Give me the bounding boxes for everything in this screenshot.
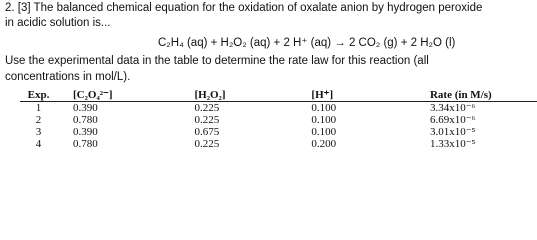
chemical-equation: C₂H₄ (aq) + H₂O₂ (aq) + 2 H⁺ (aq) → 2 CO₂ (g) + 2 H₂O (l) bbox=[158, 37, 456, 49]
header-h2o2: [H₂O₂] bbox=[194, 89, 226, 101]
data-table bbox=[20, 89, 537, 150]
cell-oxalate: 0.390 bbox=[72, 126, 98, 138]
cell-h2o2: 0.675 bbox=[194, 126, 220, 138]
question-line-2: in acidic solution is... bbox=[5, 17, 111, 29]
table-row bbox=[20, 114, 537, 126]
cell-oxalate: 0.390 bbox=[72, 102, 98, 114]
table-row bbox=[20, 102, 537, 115]
cell-exp: 3 bbox=[35, 126, 42, 138]
cell-h: 0.100 bbox=[311, 126, 337, 138]
cell-h2o2: 0.225 bbox=[194, 114, 220, 126]
cell-rate: 6.69x10⁻⁶ bbox=[429, 114, 476, 126]
cell-exp: 4 bbox=[35, 138, 42, 150]
cell-h: 0.100 bbox=[311, 102, 337, 114]
cell-oxalate: 0.780 bbox=[72, 114, 98, 126]
cell-oxalate: 0.780 bbox=[72, 138, 98, 150]
instruction-line-1: Use the experimental data in the table to determine the rate law for this reaction (all bbox=[5, 55, 429, 67]
header-h: [H⁺] bbox=[311, 89, 334, 101]
question-line-1: 2. [3] The balanced chemical equation for the oxidation of oxalate anion by hydrogen peroxide bbox=[5, 2, 483, 14]
instruction-line-2: concentrations in mol/L). bbox=[5, 71, 131, 83]
table-row bbox=[20, 126, 537, 138]
cell-exp: 2 bbox=[35, 114, 42, 126]
cell-h: 0.100 bbox=[311, 114, 337, 126]
header-rate: Rate (in M/s) bbox=[429, 89, 492, 101]
cell-exp: 1 bbox=[35, 102, 42, 114]
cell-h2o2: 0.225 bbox=[194, 102, 220, 114]
cell-h2o2: 0.225 bbox=[194, 138, 220, 150]
table-header-row bbox=[20, 89, 537, 102]
cell-h: 0.200 bbox=[311, 138, 337, 150]
cell-rate: 3.34x10⁻⁶ bbox=[429, 102, 476, 114]
table-row bbox=[20, 138, 537, 150]
cell-rate: 1.33x10⁻⁵ bbox=[429, 138, 476, 150]
header-oxalate: [C₂O₄²⁻] bbox=[72, 89, 113, 101]
header-exp: Exp. bbox=[27, 89, 50, 101]
cell-rate: 3.01x10⁻⁵ bbox=[429, 126, 476, 138]
